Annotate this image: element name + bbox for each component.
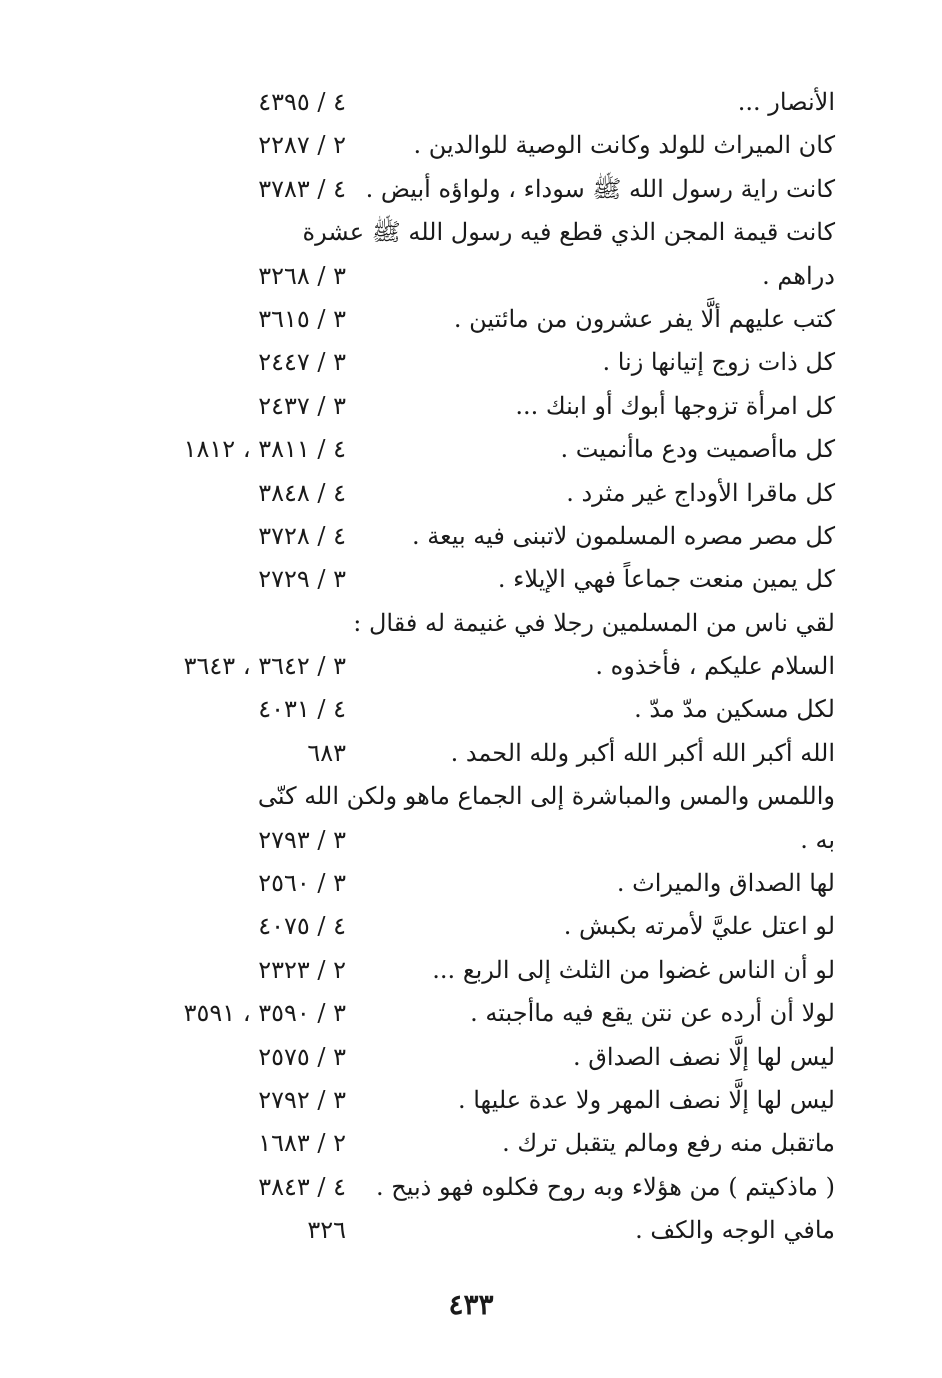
entry-text: دراهم . bbox=[762, 261, 835, 290]
index-entry bbox=[0, 774, 942, 817]
index-entry bbox=[0, 861, 942, 904]
entry-text: لو أن الناس غضوا من الثلث إلى الربع ... bbox=[432, 955, 835, 984]
index-entry bbox=[0, 210, 942, 253]
entry-text: لو اعتل عليَّ لأمرته بكبش . bbox=[563, 912, 835, 941]
entry-reference: ٣ / ٣٦١٥ bbox=[258, 304, 346, 333]
entry-text: كل امرأة تزوجها أبوك أو ابنك ... bbox=[515, 391, 835, 420]
entry-text: الأنصار ... bbox=[737, 88, 835, 116]
entry-text: كل مصر مصره المسلمون لاتبنى فيه بيعة . bbox=[412, 521, 835, 550]
entry-reference: ٢ / ٢٢٨٧ bbox=[258, 131, 346, 160]
index-entry bbox=[0, 1208, 942, 1251]
entry-reference: ٤ / ٤٠٣١ bbox=[258, 695, 346, 724]
entry-text: ( ماذكيتم ) من هؤلاء وبه روح فكلوه فهو ذبيح . bbox=[375, 1172, 835, 1201]
entry-reference: ٣ / ٢٤٣٧ bbox=[258, 391, 346, 420]
entry-text: واللمس والمس والمباشرة إلى الجماع ماهو ولكن الله كنّى bbox=[257, 782, 835, 811]
entry-text: ليس لها إلَّا نصف المهر ولا عدة عليها . bbox=[457, 1085, 835, 1114]
index-entry bbox=[0, 1078, 942, 1121]
index-entry bbox=[0, 1121, 942, 1164]
entry-text: مافي الوجه والكف . bbox=[635, 1216, 835, 1245]
entry-reference: ٣ / ٢٥٧٥ bbox=[258, 1042, 346, 1071]
index-entry bbox=[0, 991, 942, 1034]
index-entry bbox=[0, 471, 942, 514]
entry-reference: ٣ / ٣٥٩٠ ، ٣٥٩١ bbox=[183, 999, 346, 1028]
entry-text: كل ماقرا الأوداج غير مثرد . bbox=[566, 478, 835, 507]
entry-reference: ٢ / ١٦٨٣ bbox=[258, 1129, 346, 1158]
entry-text: كانت قيمة المجن الذي قطع فيه رسول الله ﷺ عشرة bbox=[302, 218, 835, 247]
index-entry bbox=[0, 514, 942, 557]
index-entry bbox=[0, 427, 942, 470]
entry-reference: ٣ / ٢٤٤٧ bbox=[258, 348, 346, 377]
entry-text: كان الميراث للولد وكانت الوصية للوالدين . bbox=[413, 131, 835, 160]
entry-text: الله أكبر الله أكبر الله أكبر ولله الحمد . bbox=[450, 738, 835, 767]
entry-text: كل ذات زوج إتيانها زنا . bbox=[602, 348, 835, 377]
entry-reference: ٤ / ٣٧٨٣ bbox=[258, 174, 346, 203]
entry-reference: ٣ / ٢٥٦٠ bbox=[258, 869, 346, 898]
entry-reference: ٢ / ٢٣٢٣ bbox=[258, 955, 346, 984]
entry-text: به . bbox=[800, 825, 835, 854]
index-entry bbox=[0, 1035, 942, 1078]
entry-reference: ٤ / ٣٨١١ ، ١٨١٢ bbox=[183, 435, 346, 464]
entry-reference: ٣ / ٣٦٤٢ ، ٣٦٤٣ bbox=[183, 652, 346, 681]
index-entry bbox=[0, 384, 942, 427]
index-entry bbox=[0, 297, 942, 340]
entry-reference: ٤ / ٤٠٧٥ bbox=[258, 912, 346, 941]
entry-reference: ٣ / ٢٧٢٩ bbox=[258, 565, 346, 594]
entry-text: ليس لها إلَّا نصف الصداق . bbox=[573, 1042, 835, 1071]
index-entry bbox=[0, 1165, 942, 1208]
entry-reference: ٤ / ٣٨٤٣ bbox=[258, 1172, 346, 1201]
index-entry bbox=[0, 687, 942, 730]
page-number: ٤٣٣ bbox=[448, 1288, 494, 1321]
entry-reference: ٣ / ٢٧٩٣ bbox=[258, 825, 346, 854]
index-entry bbox=[0, 167, 942, 210]
entry-reference: ٤ / ٤٣٩٥ bbox=[258, 88, 346, 116]
index-entry bbox=[0, 557, 942, 600]
entry-text: لقي ناس من المسلمين رجلا في غنيمة له فقال : bbox=[353, 608, 835, 637]
entry-text: كانت راية رسول الله ﷺ سوداء ، ولواؤه أبيض . bbox=[365, 174, 835, 203]
entry-reference: ٦٨٣ bbox=[307, 738, 346, 767]
entry-reference: ٣ / ٣٢٦٨ bbox=[258, 261, 346, 290]
index-entry bbox=[0, 123, 942, 166]
index-entry bbox=[0, 601, 942, 644]
index-entry bbox=[0, 254, 942, 297]
index-entries bbox=[0, 80, 942, 1252]
entry-reference: ٣٢٦ bbox=[307, 1216, 346, 1245]
index-entry bbox=[0, 731, 942, 774]
entry-reference: ٤ / ٣٨٤٨ bbox=[258, 478, 346, 507]
entry-text: لكل مسكين مدّ مدّ . bbox=[634, 695, 835, 724]
entry-text: لها الصداق والميراث . bbox=[616, 869, 835, 898]
index-entry bbox=[0, 948, 942, 991]
index-entry bbox=[0, 904, 942, 947]
entry-reference: ٣ / ٢٧٩٢ bbox=[258, 1085, 346, 1114]
entry-reference: ٤ / ٣٧٢٨ bbox=[258, 521, 346, 550]
entry-text: السلام عليكم ، فأخذوه . bbox=[595, 652, 835, 681]
index-entry bbox=[0, 644, 942, 687]
entry-text: كل يمين منعت جماعاً فهي الإيلاء . bbox=[497, 565, 835, 594]
index-entry bbox=[0, 818, 942, 861]
entry-text: كتب عليهم ألَّا يفر عشرون من مائتين . bbox=[453, 304, 835, 333]
entry-text: ماتقبل منه رفع ومالم يتقبل ترك . bbox=[502, 1129, 835, 1158]
entry-text: لولا أن أرده عن نتن يقع فيه ماأجبته . bbox=[470, 999, 835, 1028]
index-entry bbox=[0, 340, 942, 383]
index-entry bbox=[0, 80, 942, 123]
entry-text: كل ماأصميت ودع ماأنميت . bbox=[560, 435, 835, 464]
